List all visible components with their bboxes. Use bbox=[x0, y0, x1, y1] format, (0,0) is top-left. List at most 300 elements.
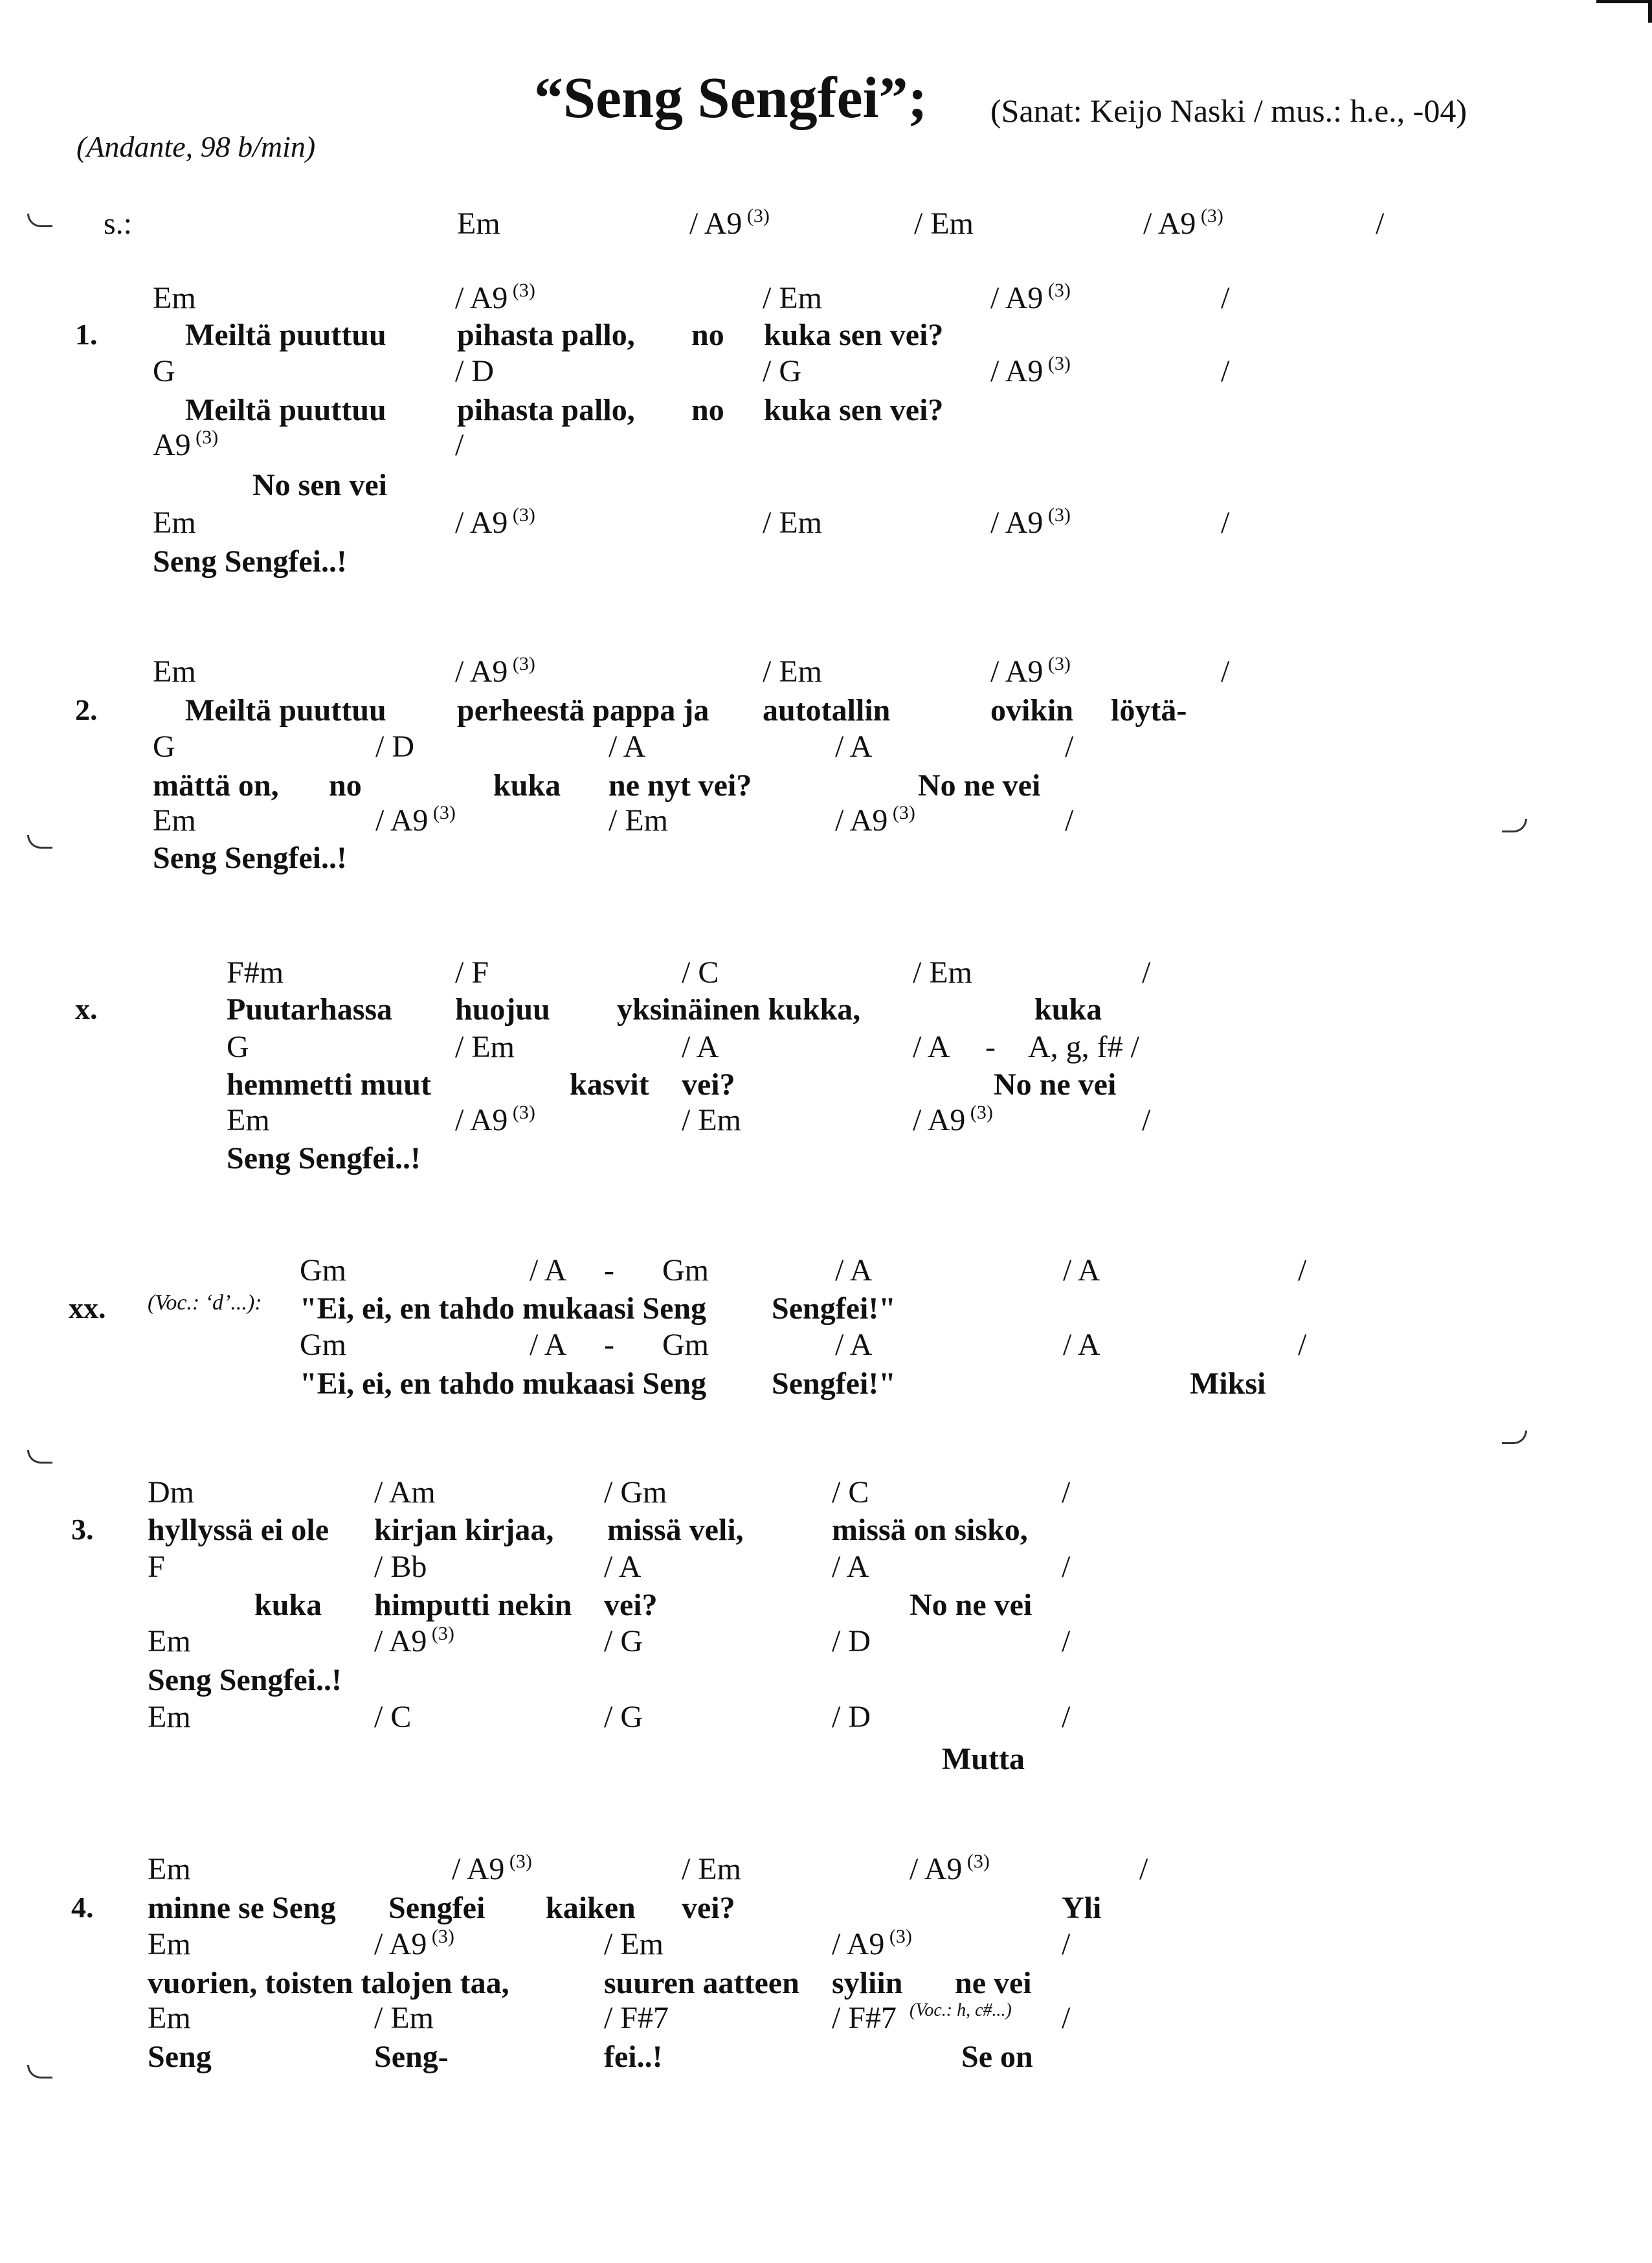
lyric-text bbox=[764, 392, 943, 428]
cell-text: / A9 bbox=[375, 803, 429, 838]
cell-text: / A bbox=[608, 730, 646, 764]
line-row bbox=[0, 1890, 1652, 1932]
chord-label bbox=[832, 1926, 912, 1962]
chord-label bbox=[990, 353, 1071, 389]
chord-label bbox=[835, 1253, 872, 1288]
cell-text: / Bb bbox=[374, 1550, 427, 1584]
chord-label bbox=[374, 2000, 434, 2036]
chord-label bbox=[1221, 654, 1229, 689]
chord-label bbox=[604, 2000, 669, 2036]
line-row bbox=[0, 1549, 1652, 1590]
cell-text: / Em bbox=[374, 2001, 434, 2035]
chord-label bbox=[1062, 1699, 1070, 1735]
cell-text: / Em bbox=[914, 206, 974, 241]
lyric-text bbox=[457, 317, 635, 353]
cell-text: Dm bbox=[148, 1475, 194, 1510]
cell-text: kuka bbox=[254, 1588, 322, 1622]
chord-label bbox=[530, 1327, 566, 1363]
cell-text: / bbox=[1142, 1103, 1151, 1137]
lyric-text bbox=[148, 1512, 329, 1548]
chord-label bbox=[374, 1475, 436, 1510]
chord-label bbox=[455, 280, 535, 316]
cell-text: / A bbox=[1063, 1328, 1100, 1362]
cell-text: "Ei, ei, en tahdo mukaasi Seng bbox=[300, 1366, 707, 1401]
cell-text: missä veli, bbox=[607, 1513, 744, 1547]
chord-label bbox=[374, 1623, 454, 1659]
lyric-text bbox=[1062, 1890, 1101, 1926]
line-row bbox=[0, 1662, 1652, 1704]
cell-text: 4. bbox=[71, 1891, 94, 1924]
cell-text: autotallin bbox=[763, 693, 891, 728]
lyric-text bbox=[1111, 693, 1187, 728]
cell-text: / bbox=[1221, 281, 1230, 315]
line-row bbox=[0, 1029, 1652, 1071]
chord-label bbox=[1139, 1851, 1148, 1887]
chord-label bbox=[530, 1253, 566, 1288]
cell-text: G bbox=[227, 1030, 249, 1064]
cell-text: / bbox=[1065, 803, 1074, 838]
chord-superscript: (3) bbox=[508, 504, 535, 526]
cell-text: Em bbox=[148, 1624, 191, 1658]
lyric-text bbox=[493, 768, 561, 803]
line-row bbox=[0, 1291, 1652, 1332]
cell-text: / A bbox=[530, 1253, 567, 1288]
chord-label bbox=[375, 729, 414, 764]
cell-text: kaiken bbox=[546, 1891, 636, 1925]
cell-text: / bbox=[1062, 2001, 1071, 2035]
cell-text: Em bbox=[153, 654, 196, 689]
lyric-text bbox=[148, 1662, 342, 1698]
cell-text: / Em bbox=[763, 281, 822, 315]
chord-label bbox=[153, 427, 218, 463]
lyric-text bbox=[607, 1512, 744, 1548]
cell-text: / bbox=[1298, 1328, 1307, 1362]
cell-text: F bbox=[148, 1550, 165, 1584]
cell-text: / Em bbox=[763, 654, 822, 689]
cell-text: vei? bbox=[604, 1588, 658, 1622]
chord-label bbox=[227, 955, 284, 990]
chord-label bbox=[1221, 280, 1229, 316]
cell-text: / C bbox=[374, 1700, 412, 1734]
cell-text: G bbox=[153, 354, 175, 388]
cell-text: Em bbox=[153, 281, 196, 315]
cell-text: no bbox=[691, 318, 724, 352]
cell-text: pihasta pallo, bbox=[457, 318, 635, 352]
cell-text: Em bbox=[148, 1700, 191, 1734]
lyric-text bbox=[763, 693, 890, 728]
line-row bbox=[0, 1102, 1652, 1144]
lyric-text bbox=[832, 1512, 1028, 1548]
chord-label bbox=[374, 1699, 411, 1735]
chord-label bbox=[374, 1549, 427, 1585]
cell-text: Meiltä puuttuu bbox=[185, 693, 386, 728]
cell-text: / A bbox=[1063, 1253, 1100, 1288]
chord-label bbox=[1065, 803, 1073, 838]
cell-text: Sengfei!" bbox=[772, 1366, 896, 1401]
cell-text: / bbox=[1142, 955, 1151, 990]
lyric-text bbox=[252, 467, 387, 503]
chord-label bbox=[104, 206, 132, 241]
chord-label bbox=[604, 1475, 667, 1510]
line-row bbox=[0, 1741, 1652, 1783]
lyric-text bbox=[682, 1890, 735, 1926]
chord-label bbox=[608, 729, 645, 764]
chord-superscript: (3) bbox=[1043, 280, 1071, 301]
chord-label bbox=[455, 353, 494, 389]
cell-text: / A bbox=[530, 1328, 567, 1362]
cell-text: yksinäinen kukka, bbox=[617, 992, 861, 1027]
chord-superscript: (3) bbox=[1043, 504, 1071, 526]
cell-text: No ne vei bbox=[910, 1588, 1032, 1622]
cell-text: (Voc.: h, c#...) bbox=[910, 2000, 1012, 2020]
cell-text: / A bbox=[682, 1030, 719, 1064]
cell-text: kirjan kirjaa, bbox=[374, 1513, 554, 1547]
lyric-text bbox=[300, 1366, 706, 1401]
line-row bbox=[0, 427, 1652, 469]
chord-superscript: (3) bbox=[1043, 653, 1071, 674]
cell-text: / bbox=[1062, 1550, 1071, 1584]
lyric-text bbox=[546, 1890, 636, 1926]
song-credits: (Sanat: Keijo Naski / mus.: h.e., -04) bbox=[990, 93, 1467, 129]
chord-label bbox=[835, 1327, 872, 1363]
cell-text: No ne vei bbox=[918, 768, 1041, 803]
cell-text: / A bbox=[835, 1328, 873, 1362]
cell-text: ovikin bbox=[990, 693, 1074, 728]
punch-hole-mark bbox=[1502, 1431, 1527, 1444]
line-row bbox=[0, 1512, 1652, 1554]
cell-text: Em bbox=[148, 2001, 191, 2035]
cell-text: Em bbox=[457, 206, 500, 241]
cell-text: / G bbox=[604, 1700, 643, 1734]
cell-text: / D bbox=[455, 354, 494, 388]
chord-label bbox=[455, 427, 463, 463]
cell-text: (Voc.: ‘d’...): bbox=[148, 1291, 262, 1315]
chord-label bbox=[662, 1253, 709, 1288]
cell-text: Em bbox=[148, 1927, 191, 1961]
cell-text: / F#7 bbox=[604, 2001, 669, 2035]
cell-text: / A9 bbox=[374, 1624, 427, 1658]
chord-label bbox=[153, 353, 175, 389]
line-row bbox=[0, 1587, 1652, 1629]
cell-text: vuorien, toisten talojen taa, bbox=[148, 1966, 509, 2000]
lyric-text bbox=[910, 1587, 1032, 1623]
cell-text: / C bbox=[832, 1475, 869, 1510]
cell-text: / Em bbox=[604, 1927, 664, 1961]
cell-text: / A9 bbox=[835, 803, 888, 838]
chord-label bbox=[148, 1549, 165, 1585]
verse-number bbox=[69, 1291, 106, 1325]
tempo-marking: (Andante, 98 b/min) bbox=[76, 130, 316, 163]
chord-label bbox=[604, 1327, 614, 1363]
chord-label bbox=[300, 1327, 346, 1363]
cell-text: syliin bbox=[832, 1966, 903, 2000]
chord-superscript: (3) bbox=[427, 1623, 454, 1644]
cell-text: F#m bbox=[227, 955, 284, 990]
chord-label bbox=[148, 1851, 191, 1887]
cell-text: A, g, f# / bbox=[1028, 1030, 1139, 1064]
chord-label bbox=[682, 955, 719, 990]
chord-label bbox=[990, 654, 1071, 689]
chord-label bbox=[153, 280, 196, 316]
chord-superscript: (3) bbox=[508, 1102, 535, 1123]
chord-label bbox=[375, 803, 456, 838]
chord-superscript: (3) bbox=[504, 1851, 532, 1872]
cell-text: Meiltä puuttuu bbox=[185, 318, 386, 352]
cell-text: / A9 bbox=[452, 1852, 505, 1886]
chord-superscript: (3) bbox=[428, 802, 456, 823]
chord-label bbox=[300, 1253, 346, 1288]
lyric-text bbox=[148, 2039, 212, 2075]
cell-text: No sen vei bbox=[252, 468, 387, 502]
line-row bbox=[0, 693, 1652, 734]
chord-label bbox=[604, 1549, 641, 1585]
chord-label bbox=[604, 1623, 643, 1659]
lyric-text bbox=[374, 1587, 572, 1623]
cell-text: Miksi bbox=[1190, 1366, 1266, 1401]
chord-label bbox=[682, 1029, 719, 1065]
chord-superscript: (3) bbox=[508, 653, 535, 674]
chord-label bbox=[1143, 206, 1223, 241]
cell-text: / C bbox=[682, 955, 719, 990]
cell-text: kasvit bbox=[570, 1067, 649, 1102]
chord-superscript: (3) bbox=[965, 1102, 993, 1123]
cell-text: pihasta pallo, bbox=[457, 393, 635, 427]
chord-label bbox=[913, 1029, 950, 1065]
page-corner-mark bbox=[1596, 0, 1652, 23]
cell-text: - bbox=[604, 1328, 614, 1362]
chord-label bbox=[1063, 1253, 1100, 1288]
cell-text: / bbox=[1065, 730, 1074, 764]
lyric-text bbox=[457, 693, 709, 728]
chord-label bbox=[1221, 353, 1229, 389]
cell-text: ne vei bbox=[955, 1966, 1032, 2000]
cell-text: / F bbox=[455, 955, 489, 990]
chord-label bbox=[1062, 1549, 1070, 1585]
cell-text: / A9 bbox=[455, 506, 508, 540]
lyric-text bbox=[374, 2039, 449, 2075]
cell-text: "Ei, ei, en tahdo mukaasi Seng bbox=[300, 1291, 707, 1326]
cell-text: / bbox=[1221, 654, 1230, 689]
line-row bbox=[0, 206, 1652, 247]
cell-text: hemmetti muut bbox=[227, 1067, 431, 1102]
chord-label bbox=[689, 206, 770, 241]
cell-text: huojuu bbox=[455, 992, 550, 1027]
lyric-text bbox=[455, 992, 550, 1027]
lyric-text bbox=[682, 1067, 735, 1102]
chord-label bbox=[990, 280, 1071, 316]
chord-superscript: (3) bbox=[427, 1926, 454, 1947]
cell-text: / A9 bbox=[990, 506, 1044, 540]
cell-text: fei..! bbox=[604, 2040, 663, 2074]
cell-text: Puutarhassa bbox=[227, 992, 393, 1027]
cell-text: hyllyssä ei ole bbox=[148, 1513, 329, 1547]
cell-text: / A bbox=[835, 730, 873, 764]
cell-text: Em bbox=[153, 803, 196, 838]
lyric-text bbox=[990, 693, 1073, 728]
cell-text: / Am bbox=[374, 1475, 436, 1510]
line-row bbox=[0, 654, 1652, 695]
lyric-text bbox=[374, 1512, 553, 1548]
lyric-text bbox=[570, 1067, 649, 1102]
lyric-text bbox=[457, 392, 635, 428]
cell-text: No ne vei bbox=[994, 1067, 1117, 1102]
cell-text: Gm bbox=[300, 1253, 346, 1288]
line-row bbox=[0, 1851, 1652, 1893]
cell-text: vei? bbox=[682, 1891, 735, 1925]
chord-label bbox=[148, 2000, 191, 2036]
cell-text: Yli bbox=[1062, 1891, 1102, 1925]
cell-text: x. bbox=[75, 992, 98, 1025]
cell-text: 2. bbox=[75, 693, 98, 726]
chord-label bbox=[148, 1475, 194, 1510]
chord-label bbox=[910, 1851, 990, 1887]
cell-text: / bbox=[1062, 1624, 1071, 1658]
cell-text: / D bbox=[832, 1700, 871, 1734]
chord-label bbox=[835, 803, 915, 838]
line-row bbox=[0, 1926, 1652, 1968]
line-row bbox=[0, 955, 1652, 996]
cell-text: kuka bbox=[1034, 992, 1102, 1027]
cell-text: / bbox=[455, 428, 464, 462]
cell-text: A9 bbox=[153, 428, 191, 462]
cell-text: / A9 bbox=[374, 1927, 427, 1961]
line-row bbox=[0, 803, 1652, 844]
chord-label bbox=[682, 1851, 741, 1887]
verse-number bbox=[75, 317, 98, 351]
chord-label bbox=[1062, 1623, 1070, 1659]
cell-text: / A9 bbox=[990, 654, 1044, 689]
lyric-text bbox=[772, 1366, 896, 1401]
cell-text: / bbox=[1221, 506, 1230, 540]
lyric-text bbox=[185, 392, 386, 428]
cell-text: Seng Sengfei..! bbox=[148, 1663, 342, 1697]
chord-label bbox=[604, 1699, 643, 1735]
cell-text: / Em bbox=[913, 955, 972, 990]
chord-label bbox=[662, 1327, 709, 1363]
chord-label bbox=[913, 955, 972, 990]
cell-text: suuren aatteen bbox=[604, 1966, 799, 2000]
cell-text: / bbox=[1062, 1927, 1071, 1961]
lyric-text bbox=[772, 1291, 896, 1326]
line-row bbox=[0, 1623, 1652, 1665]
cell-text: 1. bbox=[75, 318, 98, 351]
chord-label bbox=[148, 1623, 191, 1659]
cell-text: Mutta bbox=[942, 1742, 1025, 1776]
chord-label bbox=[1062, 1926, 1070, 1962]
chord-superscript: (3) bbox=[1196, 205, 1223, 227]
cell-text: himputti nekin bbox=[374, 1588, 572, 1622]
cell-text: vei? bbox=[682, 1067, 735, 1102]
punch-hole-mark bbox=[27, 1450, 52, 1464]
line-row bbox=[0, 544, 1652, 585]
line-row bbox=[0, 840, 1652, 882]
chord-superscript: (3) bbox=[1043, 353, 1071, 374]
cell-text: - bbox=[985, 1030, 996, 1064]
verse-number bbox=[75, 992, 98, 1026]
chord-label bbox=[1062, 1475, 1070, 1510]
cell-text: Seng Sengfei..! bbox=[153, 841, 347, 875]
line-row bbox=[0, 353, 1652, 395]
chord-label bbox=[457, 206, 500, 241]
cell-text: Se on bbox=[961, 2040, 1033, 2074]
cell-text: / A9 bbox=[913, 1103, 966, 1137]
cell-text: / A9 bbox=[455, 281, 508, 315]
song-title: “Seng Sengfei”; bbox=[534, 66, 928, 130]
chord-label bbox=[1062, 2000, 1070, 2036]
chord-label bbox=[763, 505, 822, 541]
cell-text: kuka sen vei? bbox=[764, 318, 944, 352]
chord-label bbox=[832, 1623, 871, 1659]
line-row bbox=[0, 1475, 1652, 1516]
chord-superscript: (3) bbox=[190, 427, 219, 448]
chord-label bbox=[153, 803, 196, 838]
lyric-text bbox=[918, 768, 1040, 803]
cell-text: perheestä pappa ja bbox=[457, 693, 709, 728]
lyric-text bbox=[227, 1141, 421, 1176]
cell-text: - bbox=[604, 1253, 614, 1288]
line-row bbox=[0, 992, 1652, 1033]
cell-text: / bbox=[1062, 1475, 1071, 1510]
chord-label bbox=[832, 1475, 869, 1510]
cell-text: no bbox=[329, 768, 362, 803]
cell-text: / A9 bbox=[990, 354, 1044, 388]
chord-label bbox=[1065, 729, 1073, 764]
lyric-text bbox=[994, 1067, 1116, 1102]
cell-text: / D bbox=[832, 1624, 871, 1658]
cell-text: no bbox=[691, 393, 724, 427]
chord-label bbox=[604, 1926, 664, 1962]
lyric-text bbox=[604, 2039, 663, 2075]
line-row bbox=[0, 317, 1652, 359]
cell-text: / A bbox=[604, 1550, 642, 1584]
line-row bbox=[0, 2000, 1652, 2042]
chord-label bbox=[148, 1926, 191, 1962]
cell-text: / G bbox=[763, 354, 801, 388]
lyric-text bbox=[153, 768, 279, 803]
lyric-text bbox=[604, 1587, 658, 1623]
cell-text: / Em bbox=[682, 1103, 741, 1137]
chord-label bbox=[455, 505, 535, 541]
cell-text: / A9 bbox=[455, 654, 508, 689]
cell-text: / Em bbox=[763, 506, 822, 540]
cell-text: Em bbox=[148, 1852, 191, 1886]
lyric-text bbox=[942, 1741, 1025, 1777]
chord-label bbox=[1221, 505, 1229, 541]
cell-text: xx. bbox=[69, 1291, 106, 1324]
cell-text: / A9 bbox=[910, 1852, 963, 1886]
lyric-text bbox=[148, 1890, 336, 1926]
cell-text: Meiltä puuttuu bbox=[185, 393, 386, 427]
chord-label bbox=[1298, 1253, 1306, 1288]
chord-label bbox=[1028, 1029, 1139, 1065]
cell-text: Em bbox=[227, 1103, 270, 1137]
line-row bbox=[0, 2039, 1652, 2080]
chord-superscript: (3) bbox=[887, 802, 915, 823]
chord-label bbox=[1142, 955, 1150, 990]
lyric-text bbox=[185, 693, 386, 728]
cell-text: Seng- bbox=[374, 2040, 449, 2074]
cell-text: 3. bbox=[71, 1513, 94, 1546]
chord-superscript: (3) bbox=[884, 1926, 912, 1947]
chord-label bbox=[153, 729, 175, 764]
chord-label bbox=[1063, 1327, 1100, 1363]
chord-label bbox=[153, 654, 196, 689]
cell-text: Gm bbox=[662, 1328, 709, 1362]
lyric-text bbox=[764, 317, 943, 353]
cell-text: Em bbox=[153, 506, 196, 540]
cell-text: / G bbox=[604, 1624, 643, 1658]
line-row bbox=[0, 467, 1652, 509]
